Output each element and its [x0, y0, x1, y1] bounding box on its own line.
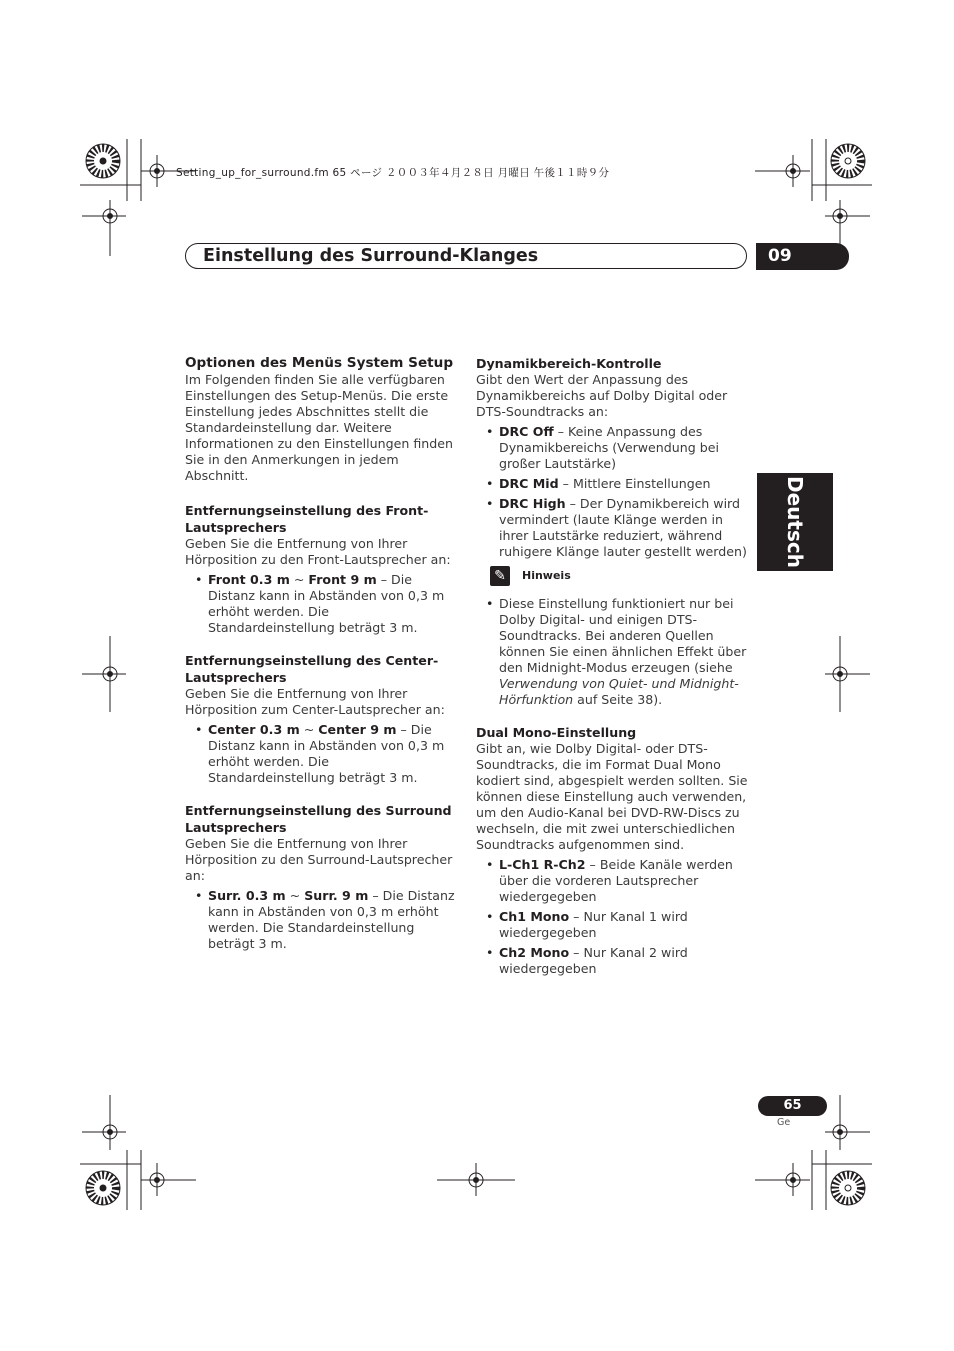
option-name: DRC Mid: [499, 476, 559, 491]
option-name: Center 9 m: [318, 722, 397, 737]
front-paragraph: Geben Sie die Entfernung von Ihrer Hörposition zu den Front-Lautsprecher an:: [185, 536, 451, 567]
section-heading-center: Entfernungseinstellung des Center-Lautsprechers: [185, 653, 439, 685]
language-side-tab: [757, 473, 833, 571]
crosshair-icon: [755, 155, 810, 187]
dual-mono-options-list: [476, 857, 748, 977]
list-item: [476, 945, 748, 977]
crosshair-icon: [141, 1163, 196, 1196]
right-column: [476, 355, 748, 981]
page-number-badge: 65: [758, 1096, 827, 1116]
note-list: [476, 596, 748, 708]
option-description: – Die Distanz kann in Abständen von 0,3 m erhöht werden. Die Standardeinstellung beträgt 3 m.: [208, 888, 455, 951]
starburst-icon: [831, 1171, 865, 1205]
note-header: [490, 566, 748, 586]
note-reference: Verwendung von Quiet- und Midnight-Hörfunktion: [499, 676, 739, 707]
drc-options-list: [476, 424, 748, 560]
range-separator: ~: [299, 722, 319, 737]
section-heading-surround: Entfernungseinstellung des Surround Lautsprechers: [185, 803, 452, 835]
option-name: L-Ch1 R-Ch2: [499, 857, 586, 872]
crosshair-icon: [825, 636, 870, 712]
section-heading-front: Entfernungseinstellung des Front-Lautsprechers: [185, 503, 429, 535]
surround-paragraph: Geben Sie die Entfernung von Ihrer Hörposition zu den Surround-Lautsprecher an:: [185, 836, 453, 883]
option-name: Center 0.3 m: [208, 722, 300, 737]
list-item: [476, 476, 748, 492]
list-item: [185, 888, 457, 952]
pencil-note-icon: ✎: [490, 566, 510, 586]
option-description: – Nur Kanal 1 wird wiedergegeben: [499, 909, 688, 940]
option-description: – Die Distanz kann in Abständen von 0,3 m erhöht werden. Die Standardeinstellung beträgt 3 m.: [208, 722, 445, 785]
list-item: [185, 722, 457, 786]
list-item: [476, 424, 748, 472]
crosshair-icon: [755, 1163, 810, 1196]
page-language-code: Ge: [777, 1117, 791, 1128]
chapter-title: Einstellung des Surround-Klanges: [203, 246, 539, 266]
crosshair-icon: [82, 1095, 126, 1150]
option-description: – Der Dynamikbereich wird vermindert (laute Klänge werden in ihrer Lautstärke reduziert, während ruhigere Klänge lauter gestellt werden): [499, 496, 747, 559]
range-separator: ~: [289, 572, 309, 587]
list-item: [476, 857, 748, 905]
option-name: DRC Off: [499, 424, 554, 439]
left-column: [185, 355, 457, 956]
starburst-icon: [831, 144, 865, 178]
option-name: Ch2 Mono: [499, 945, 570, 960]
section-heading-dual-mono: Dual Mono-Einstellung: [476, 725, 637, 740]
option-description: – Die Distanz kann in Abständen von 0,3 m erhöht werden. Die Standardeinstellung beträgt 3 m.: [208, 572, 445, 635]
list-item: [476, 496, 748, 560]
note-text-end: auf Seite 38).: [573, 692, 663, 707]
crosshair-icon: [825, 1095, 870, 1150]
section-heading-system-setup: Optionen des Menüs System Setup: [185, 355, 454, 371]
dual-mono-paragraph: Gibt an, wie Dolby Digital- oder DTS-Soundtracks, die im Format Dual Mono kodiert sind, abgespielt werden sollten. Sie können diese Einstellung auch verwenden, um den Audio-Kanal bei DVD-RW-Discs zu wechseln, die mit zwei unterschiedlichen Soundtracks aufgenommen sind.: [476, 741, 748, 852]
surround-options-list: [185, 888, 457, 952]
option-name: DRC High: [499, 496, 566, 511]
list-item: [476, 909, 748, 941]
option-description: – Keine Anpassung des Dynamikbereichs (Verwendung bei großer Lautstärke): [499, 424, 719, 471]
file-info-line: Setting_up_for_surround.fm 65 ページ ２００３年４月２８日 月曜日 午後１１時９分: [176, 167, 610, 179]
option-name: Front 0.3 m: [208, 572, 290, 587]
section-heading-drc: Dynamikbereich-Kontrolle: [476, 356, 662, 371]
front-options-list: [185, 572, 457, 636]
drc-paragraph: Gibt den Wert der Anpassung des Dynamikbereichs auf Dolby Digital oder DTS-Soundtracks an:: [476, 372, 728, 419]
option-name: Front 9 m: [308, 572, 377, 587]
starburst-icon: [86, 144, 120, 178]
starburst-icon: [86, 1171, 120, 1205]
crosshair-icon: [82, 636, 126, 712]
option-name: Ch1 Mono: [499, 909, 570, 924]
language-tab-label: Deutsch: [783, 476, 807, 568]
note-text: Diese Einstellung funktioniert nur bei Dolby Digital- und einigen DTS-Soundtracks. Bei anderen Quellen können Sie einen ähnlichen Effekt über den Midnight-Modus erzeugen (siehe: [499, 596, 747, 675]
center-paragraph: Geben Sie die Entfernung von Ihrer Hörposition zum Center-Lautsprecher an:: [185, 686, 445, 717]
option-description: – Mittlere Einstellungen: [558, 476, 711, 491]
note-label: Hinweis: [522, 569, 571, 582]
chapter-number-badge: 09: [756, 243, 849, 270]
range-separator: ~: [285, 888, 305, 903]
center-options-list: [185, 722, 457, 786]
crosshair-icon: [82, 200, 126, 256]
option-description: – Nur Kanal 2 wird wiedergegeben: [499, 945, 688, 976]
list-item: [476, 596, 748, 708]
option-name: Surr. 9 m: [304, 888, 369, 903]
intro-paragraph: Im Folgenden finden Sie alle verfügbaren Einstellungen des Setup-Menüs. Die erste Einstellung jedes Abschnittes stellt die Standardeinstellung dar. Weitere Informationen zu den Einstellungen finden Sie in den Anmerkungen in jedem Abschnitt.: [185, 372, 453, 483]
option-description: – Beide Kanäle werden über die vorderen Lautsprecher wiedergegeben: [499, 857, 733, 904]
crosshair-icon: [437, 1163, 515, 1196]
list-item: [185, 572, 457, 636]
option-name: Surr. 0.3 m: [208, 888, 286, 903]
